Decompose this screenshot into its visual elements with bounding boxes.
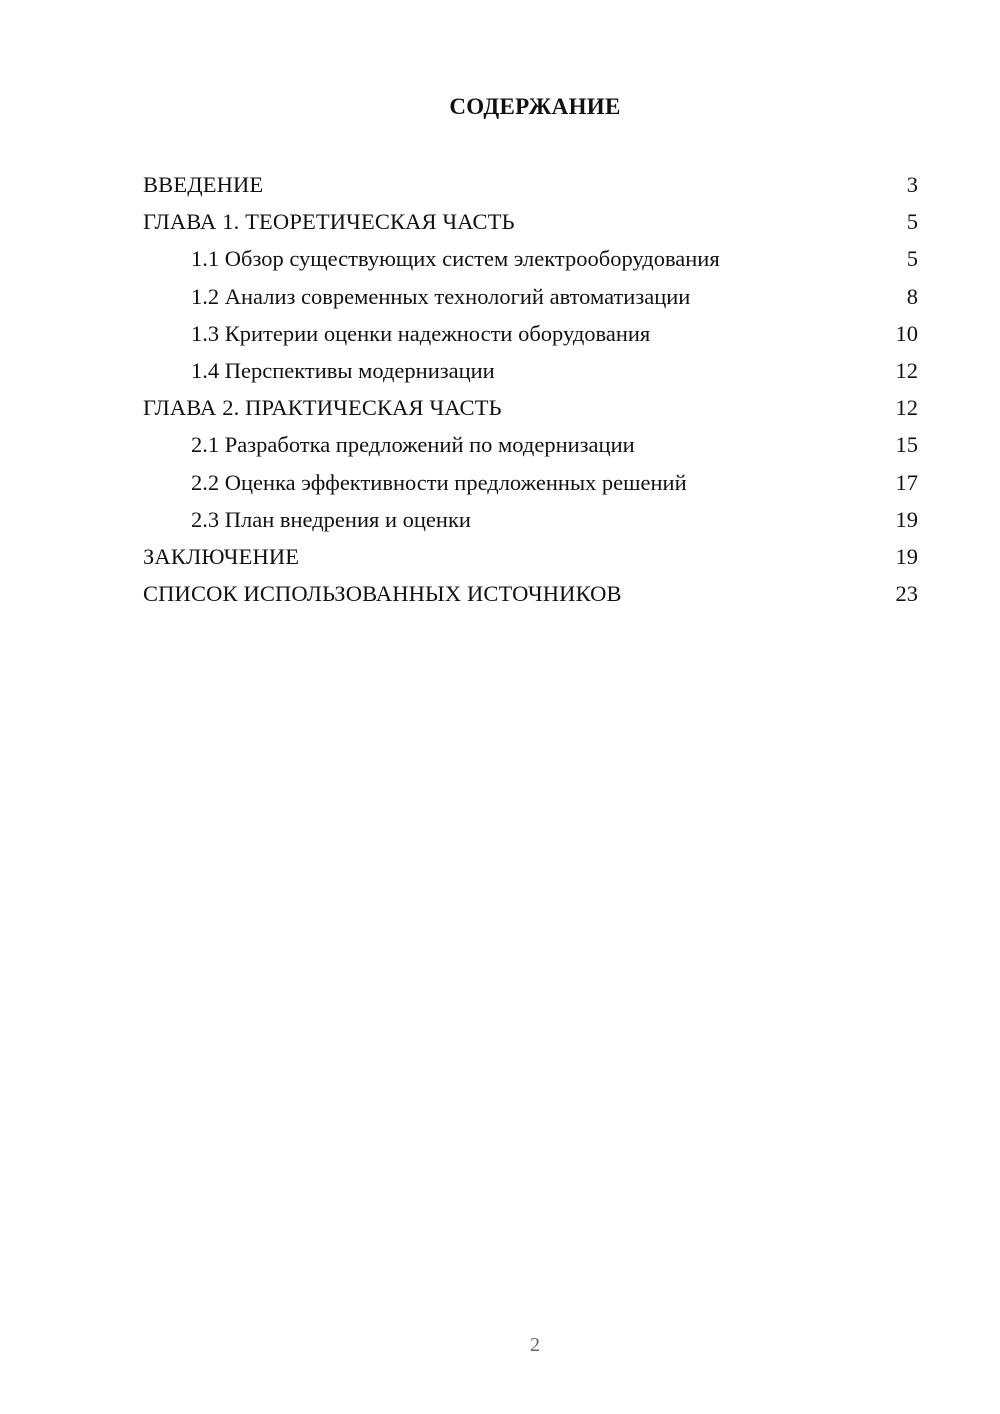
toc-entry-references (143, 577, 918, 614)
toc-entry-page: 12 (895, 395, 918, 421)
toc-entry-label: 2.1 Разработка предложений по модернизации (191, 432, 635, 458)
toc-entry-section-1-4 (143, 354, 918, 391)
toc-entry-page: 17 (895, 469, 918, 495)
toc-entry-introduction (143, 168, 918, 205)
toc-entry-section-1-3 (143, 317, 918, 354)
toc-entry-page: 3 (906, 172, 918, 197)
toc-entry-label: 1.3 Критерии оценки надежности оборудования (191, 320, 651, 346)
toc-entry-section-1-1 (143, 242, 918, 279)
table-of-contents (143, 168, 918, 614)
toc-entry-page: 15 (895, 432, 918, 458)
page-title: СОДЕРЖАНИЕ (449, 94, 621, 119)
toc-entry-chapter-1 (143, 205, 918, 242)
toc-entry-label: 1.2 Анализ современных технологий автоматизации (191, 283, 691, 309)
toc-entry-page: 19 (895, 543, 918, 569)
toc-entry-page: 5 (906, 209, 918, 235)
toc-entry-section-1-2 (143, 280, 918, 317)
toc-entry-label: ЗАКЛЮЧЕНИЕ (143, 543, 300, 569)
toc-entry-page: 8 (906, 283, 918, 309)
toc-entry-label: ГЛАВА 2. ПРАКТИЧЕСКАЯ ЧАСТЬ (143, 395, 502, 421)
toc-entry-page: 23 (895, 581, 918, 607)
toc-entry-label: СПИСОК ИСПОЛЬЗОВАННЫХ ИСТОЧНИКОВ (143, 581, 622, 607)
toc-entry-label: 2.3 План внедрения и оценки (191, 506, 471, 532)
toc-entry-page: 19 (895, 506, 918, 532)
toc-entry-page: 10 (895, 320, 918, 346)
toc-entry-section-2-2 (143, 466, 918, 503)
toc-entry-chapter-2 (143, 391, 918, 428)
toc-entry-label: ГЛАВА 1. ТЕОРЕТИЧЕСКАЯ ЧАСТЬ (143, 209, 515, 235)
toc-entry-conclusion (143, 540, 918, 577)
toc-entry-label: 1.1 Обзор существующих систем электрооборудования (191, 246, 720, 272)
toc-entry-label: ВВЕДЕНИЕ (143, 172, 264, 197)
page-number: 2 (530, 1334, 540, 1356)
toc-entry-page: 5 (906, 246, 918, 272)
toc-entry-label: 1.4 Перспективы модернизации (191, 357, 495, 383)
toc-entry-section-2-3 (143, 503, 918, 540)
toc-entry-section-2-1 (143, 428, 918, 465)
toc-entry-label: 2.2 Оценка эффективности предложенных решений (191, 469, 687, 495)
toc-entry-page: 12 (895, 357, 918, 383)
